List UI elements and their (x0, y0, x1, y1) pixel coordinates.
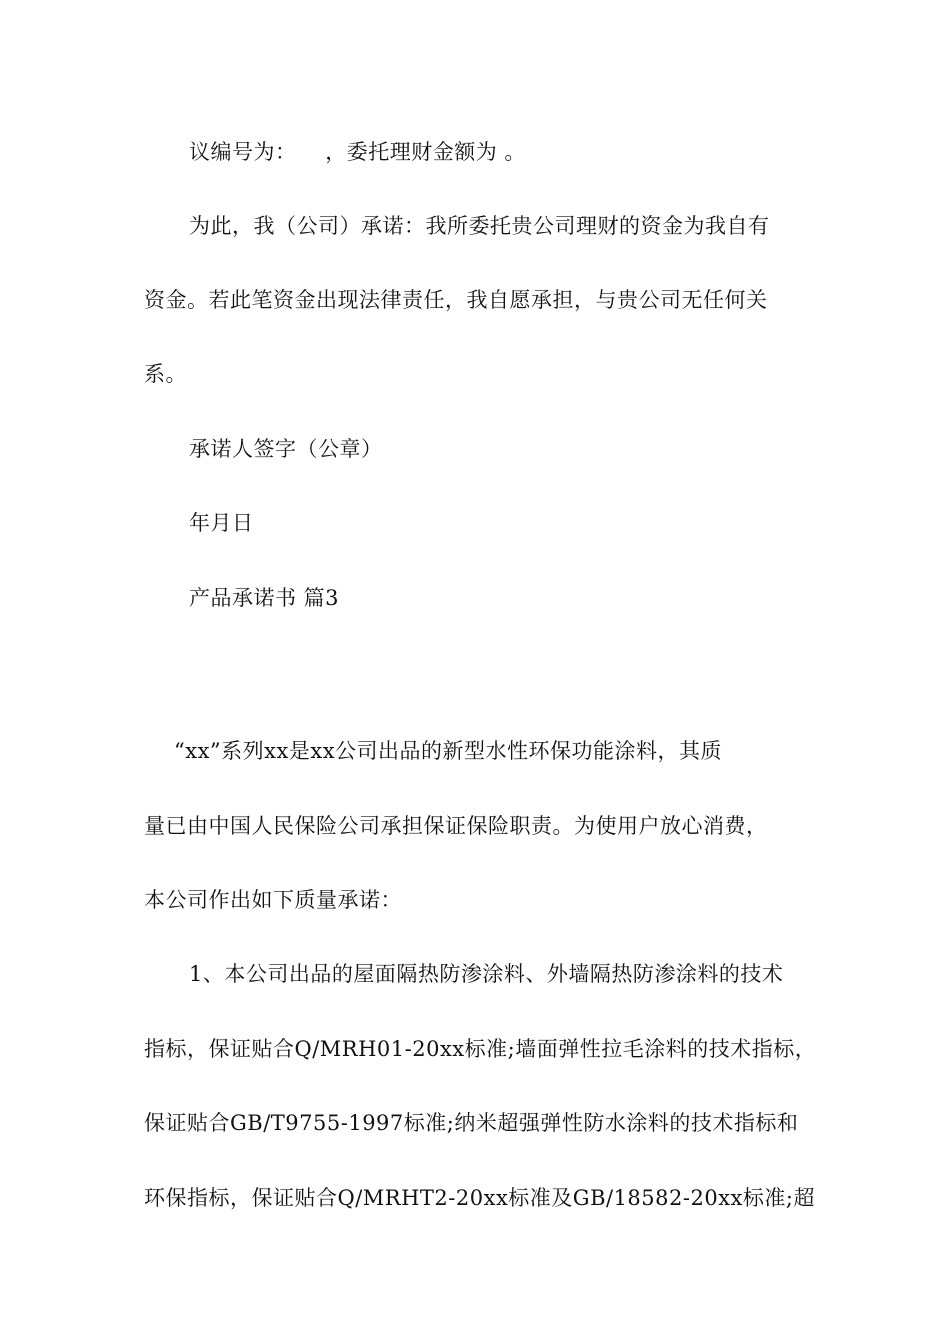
paragraph-line: 资金。若此笔资金出现法律责任，我自愿承担，与贵公司无任何关 (144, 288, 768, 312)
paragraph-line: 保证贴合GB/T9755-1997标准;纳米超强弹性防水涂料的技术指标和 (144, 1111, 799, 1135)
paragraph-line: “xx”系列xx是xx公司出品的新型水性环保功能涂料，其质 (174, 739, 723, 763)
paragraph-line: 为此，我（公司）承诺：我所委托贵公司理财的资金为我自有 (189, 214, 770, 238)
signature-label: 承诺人签字（公章） (189, 437, 383, 461)
section-heading: 产品承诺书 篇3 (189, 586, 340, 610)
paragraph-line: 本公司作出如下质量承诺： (144, 888, 402, 912)
paragraph-line: 环保指标，保证贴合Q/MRHT2-20xx标准及GB/18582-20xx标准;超 (144, 1186, 815, 1210)
paragraph-line: 1、本公司出品的屋面隔热防渗涂料、外墙隔热防渗涂料的技术 (189, 962, 784, 986)
paragraph-line: 系。 (144, 362, 187, 386)
date-label: 年月日 (189, 511, 254, 535)
paragraph-line: 量已由中国人民保险公司承担保证保险职责。为使用户放心消费， (144, 814, 768, 838)
paragraph-line: 指标，保证贴合Q/MRH01-20xx标准;墙面弹性拉毛涂料的技术指标， (144, 1037, 817, 1061)
contract-number-line: 议编号为： ，委托理财金额为 。 (189, 140, 526, 164)
